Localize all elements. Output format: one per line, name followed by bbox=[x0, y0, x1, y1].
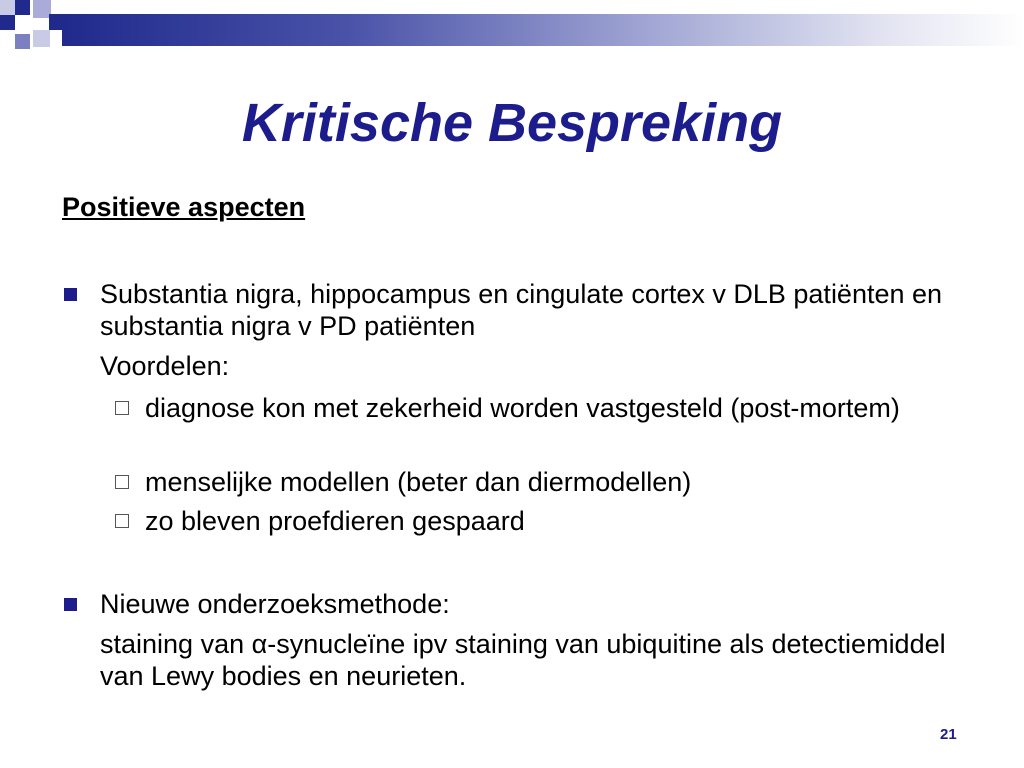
sub-item-text: diagnose kon met zekerheid worden vastgesteld (post-mortem) bbox=[145, 393, 900, 423]
bullet-follow-text: Voordelen: bbox=[100, 351, 230, 381]
bullet-follow-text: staining van α-synucleïne ipv staining van ubiquitine als detectiemiddel van Lewy bodies en neurieten. bbox=[100, 629, 946, 691]
hollow-square-bullet-icon bbox=[115, 514, 129, 528]
header-squares-logo bbox=[0, 0, 62, 50]
header-gradient-bar bbox=[62, 14, 1024, 46]
square-bullet-icon bbox=[64, 598, 77, 611]
hollow-square-bullet-icon bbox=[115, 475, 129, 489]
bullet-text: Substantia nigra, hippocampus en cingulate cortex v DLB patiënten en substantia nigra v PD patiënten bbox=[100, 279, 943, 341]
bullet-text: Nieuwe onderzoeksmethode: bbox=[100, 589, 450, 619]
sub-item-text: zo bleven proefdieren gespaard bbox=[145, 506, 525, 536]
sub-item-text: menselijke modellen (beter dan diermodellen) bbox=[145, 467, 692, 497]
slide-title: Kritische Bespreking bbox=[241, 93, 783, 153]
page-number: 21 bbox=[940, 726, 957, 743]
hollow-square-bullet-icon bbox=[115, 401, 129, 415]
square-bullet-icon bbox=[64, 288, 77, 301]
section-subheading: Positieve aspecten bbox=[62, 192, 306, 222]
